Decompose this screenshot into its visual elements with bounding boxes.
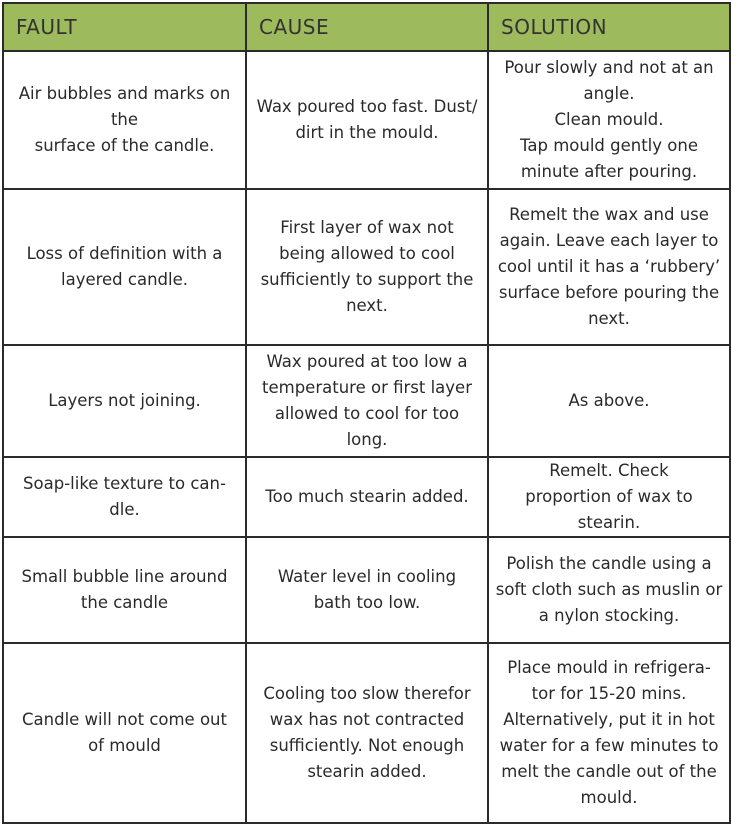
solution-cell xyxy=(488,189,730,345)
cause-text: Cooling too slow therefor wax has not contracted sufficiently. Not enough stearin added. xyxy=(263,684,471,781)
solution-text: Pour slowly and not at an angle. Clean mould. Tap mould gently one minute after pouring. xyxy=(504,58,714,181)
cause-text: Too much stearin added. xyxy=(265,487,469,506)
fault-text: Loss of definition with a layered candle. xyxy=(26,244,223,289)
solution-cell xyxy=(488,51,730,189)
header-row xyxy=(3,3,730,51)
table-row xyxy=(3,643,730,823)
fault-text: Air bubbles and marks on the surface of the candle. xyxy=(18,84,231,155)
fault-cell xyxy=(3,51,246,189)
table-row xyxy=(3,189,730,345)
solution-cell xyxy=(488,457,730,537)
solution-text: Remelt. Check proportion of wax to stearin. xyxy=(525,461,693,532)
fault-text: Soap-like texture to can- dle. xyxy=(23,474,226,519)
cause-cell xyxy=(246,643,488,823)
fault-cell xyxy=(3,537,246,643)
solution-text: Polish the candle using a soft cloth such as muslin or a nylon stocking. xyxy=(495,554,723,625)
fault-cell xyxy=(3,457,246,537)
cause-text: Wax poured too fast. Dust/ dirt in the mould. xyxy=(256,97,478,142)
solution-text: Remelt the wax and use again. Leave each layer to cool until it has a ‘rubbery’ surface before pouring the next. xyxy=(497,205,721,328)
fault-cell xyxy=(3,189,246,345)
solution-cell xyxy=(488,537,730,643)
cause-text: Water level in cooling bath too low. xyxy=(277,567,457,612)
cause-cell xyxy=(246,457,488,537)
fault-cell xyxy=(3,345,246,457)
solution-text: Place mould in refrigera- tor for 15-20 mins. Alternatively, put it in hot water for a few minutes to melt the candle out of the mould. xyxy=(499,658,719,807)
troubleshooting-table xyxy=(2,2,731,824)
table-row xyxy=(3,51,730,189)
cause-cell xyxy=(246,189,488,345)
fault-text: Layers not joining. xyxy=(48,391,201,410)
solution-cell xyxy=(488,643,730,823)
cause-text: Wax poured at too low a temperature or first layer allowed to cool for too long. xyxy=(262,352,472,449)
solution-text: As above. xyxy=(568,391,650,410)
fault-text: Small bubble line around the candle xyxy=(21,567,228,612)
solution-cell xyxy=(488,345,730,457)
table-row xyxy=(3,457,730,537)
header-fault: FAULT xyxy=(3,3,246,51)
cause-text: First layer of wax not being allowed to cool sufficiently to support the next. xyxy=(260,218,474,315)
cause-cell xyxy=(246,537,488,643)
header-solution: SOLUTION xyxy=(488,3,730,51)
cause-cell xyxy=(246,51,488,189)
header-cause: CAUSE xyxy=(246,3,488,51)
table-row xyxy=(3,537,730,643)
fault-cell xyxy=(3,643,246,823)
table-row xyxy=(3,345,730,457)
cause-cell xyxy=(246,345,488,457)
fault-text: Candle will not come out of mould xyxy=(22,710,227,755)
